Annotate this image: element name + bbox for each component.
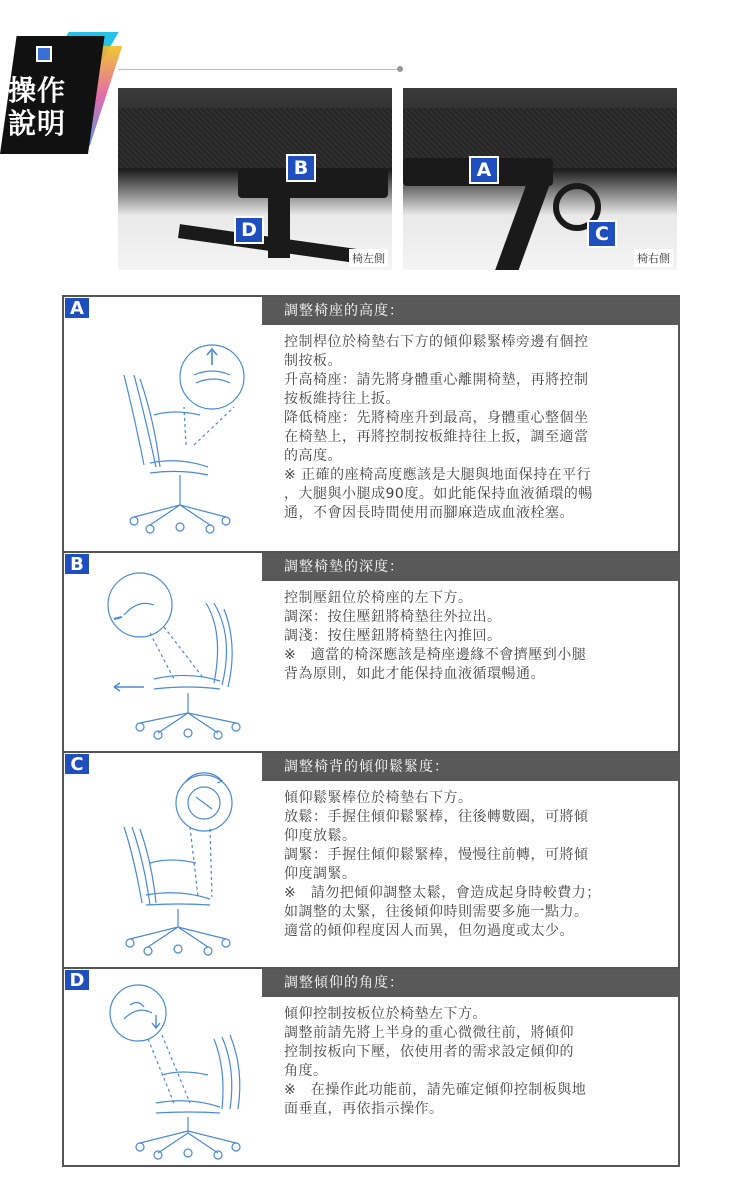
body-line: 控制桿位於椅墊右下方的傾仰鬆緊棒旁邊有個控 — [284, 334, 589, 350]
body-line: ，大腿與小腿成90度。如此能保持血液循環的暢 — [284, 486, 593, 502]
body-line: 升高椅座：請先將身體重心離開椅墊，再將控制 — [284, 372, 589, 388]
badge-title-line2: 說明 — [8, 107, 67, 140]
body-line: 仰度放鬆。 — [284, 828, 357, 844]
seat-mesh — [118, 108, 392, 168]
body-line: 調淺：按住壓鈕將椅墊往內推回。 — [284, 628, 502, 644]
body-line: 仰度調緊。 — [284, 866, 357, 882]
tilt-tension-illustration — [94, 767, 254, 963]
section-letter: A — [64, 297, 90, 319]
body-line: 調整前請先將上半身的重心微微往前，將傾仰 — [284, 1025, 574, 1041]
body-line: 如調整的太緊，往後傾仰時則需要多施一點力。 — [284, 904, 589, 920]
chair-right-photo — [403, 88, 677, 270]
body-line: 調緊：手握住傾仰鬆緊棒，慢慢往前轉，可將傾 — [284, 847, 589, 863]
section-letter: D — [64, 969, 90, 991]
body-line: 控制壓鈕位於椅座的左下方。 — [284, 590, 473, 606]
body-line: 在椅墊上，再將控制按板維持往上扳，調至適當 — [284, 429, 589, 445]
tilt-angle-illustration — [94, 979, 254, 1163]
body-line: 通，不會因長時間使用而腳麻造成血液栓塞。 — [284, 505, 574, 521]
body-line: 控制按板向下壓，依使用者的需求設定傾仰的 — [284, 1044, 574, 1060]
section-b — [64, 553, 678, 751]
section-a — [64, 297, 678, 551]
section-body — [284, 1005, 664, 1119]
instruction-panel — [62, 295, 680, 1167]
badge-square-icon — [36, 46, 52, 62]
body-line: ※ 在操作此功能前，請先確定傾仰控制板與地 — [284, 1082, 587, 1098]
header-rule — [118, 69, 400, 70]
body-line: 調深：按住壓鈕將椅墊往外拉出。 — [284, 609, 502, 625]
body-line: 降低椅座：先將椅座升到最高，身體重心整個坐 — [284, 410, 589, 426]
body-line: 角度。 — [284, 1063, 328, 1079]
section-c — [64, 753, 678, 967]
badge-title — [8, 74, 66, 140]
body-line: ※ 請勿把傾仰調整太鬆，會造成起身時較費力； — [284, 885, 601, 901]
section-title: 調整椅背的傾仰鬆緊度： — [262, 753, 680, 781]
header-badge — [0, 36, 96, 154]
body-line: ※ 適當的椅深應該是椅座邊緣不會擠壓到小腿 — [284, 647, 587, 663]
body-line: 制按板。 — [284, 353, 342, 369]
section-body — [284, 789, 664, 941]
body-line: ※ 正確的座椅高度應該是大腿與地面保持在平行 — [284, 467, 592, 483]
marker-c: C — [587, 220, 617, 248]
body-line: 傾仰控制按板位於椅墊左下方。 — [284, 1006, 487, 1022]
marker-b: B — [286, 154, 316, 182]
marker-a: A — [469, 156, 499, 184]
section-letter: B — [64, 553, 90, 575]
badge-title-line1: 操作 — [8, 74, 67, 107]
section-title: 調整椅座的高度： — [262, 297, 680, 325]
section-d — [64, 969, 678, 1165]
right-side-label: 椅右側 — [634, 249, 673, 267]
section-title: 調整椅墊的深度： — [262, 553, 680, 581]
body-line: 適當的傾仰程度因人而異，但勿過度或太少。 — [284, 923, 574, 939]
gas-lift — [268, 198, 290, 258]
section-body — [284, 589, 664, 684]
body-line: 按板維持往上扳。 — [284, 391, 400, 407]
body-line: 背為原則，如此才能保持血液循環暢通。 — [284, 666, 545, 682]
chair-height-illustration — [94, 335, 254, 545]
section-letter: C — [64, 753, 90, 775]
body-line: 面垂直，再依指示操作。 — [284, 1101, 444, 1117]
chair-left-photo — [118, 88, 392, 270]
seat-depth-illustration — [94, 563, 254, 749]
section-body — [284, 333, 664, 523]
left-side-label: 椅左側 — [349, 249, 388, 267]
marker-d: D — [234, 216, 264, 244]
header-rule-dot — [397, 66, 403, 72]
body-line: 傾仰鬆緊棒位於椅墊右下方。 — [284, 790, 473, 806]
body-line: 的高度。 — [284, 448, 342, 464]
body-line: 放鬆：手握住傾仰鬆緊棒，往後轉數圈，可將傾 — [284, 809, 589, 825]
section-title: 調整傾仰的角度： — [262, 969, 680, 997]
